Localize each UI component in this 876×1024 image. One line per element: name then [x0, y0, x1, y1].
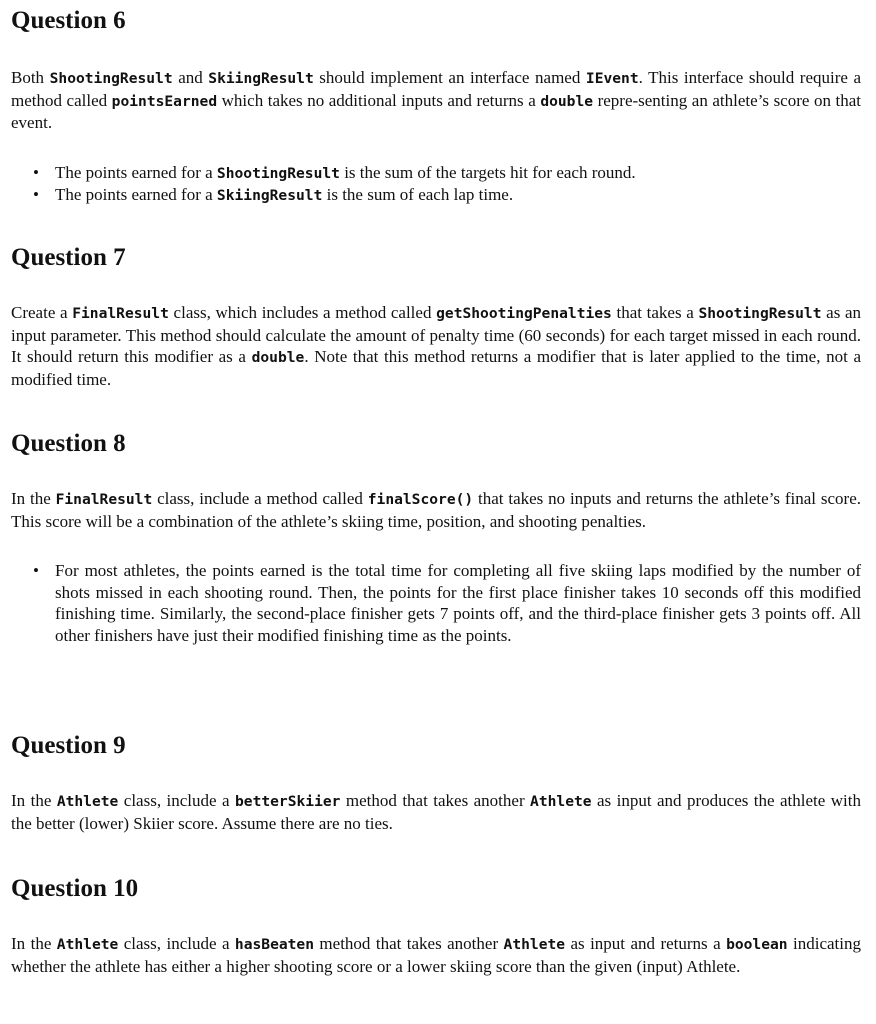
question-9-paragraph: In the Athlete class, include a betterSkiier method that takes another Athlete as input and produces the athlete with the better (lower) Skiier score. Assume there are no ties.	[11, 791, 861, 833]
question-6-bullet-1-text: The points earned for a ShootingResult is the sum of the targets hit for each round.	[55, 162, 636, 182]
question-6-bullet-list	[11, 162, 861, 207]
inline-code: hasBeaten	[234, 936, 314, 953]
inline-code: ShootingResult	[49, 70, 173, 87]
question-6-bullet-1	[11, 162, 861, 185]
question-10-paragraph: In the Athlete class, include a hasBeaten method that takes another Athlete as input and returns a boolean indicating whether the athlete has either a higher shooting score or a lower skiing score than the given (input) Athlete.	[11, 934, 861, 976]
question-6-paragraph: Both ShootingResult and SkiingResult should implement an interface named IEvent. This interface should require a method called pointsEarned which takes no additional inputs and returns a double repre-senting an athlete’s score on that event.	[11, 68, 862, 133]
inline-code: FinalResult	[55, 491, 153, 508]
question-8-bullet-list	[11, 560, 861, 646]
inline-code: double	[251, 349, 305, 367]
question-8-section	[11, 429, 861, 647]
inline-code: boolean	[726, 936, 788, 953]
inline-code: Athlete	[503, 936, 566, 953]
question-6-bullet-2	[11, 184, 861, 207]
inline-code: FinalResult	[72, 305, 169, 322]
inline-code: double	[540, 92, 594, 110]
question-7-section	[11, 243, 861, 390]
question-9-section	[11, 731, 861, 834]
inline-code: betterSkiier	[235, 793, 341, 810]
question-6-section	[11, 6, 861, 207]
question-9-heading: Question 9	[11, 732, 126, 759]
question-10-heading: Question 10	[11, 875, 139, 902]
inline-code: getShootingPenalties	[436, 305, 612, 322]
question-6-bullet-2-text: The points earned for a SkiingResult is the sum of each lap time.	[55, 185, 514, 205]
inline-code: SkiingResult	[216, 187, 323, 205]
inline-code: pointsEarned	[111, 92, 218, 110]
inline-code: Athlete	[56, 793, 119, 810]
inline-code: Athlete	[530, 793, 592, 810]
bullet-icon: •	[33, 561, 39, 581]
inline-code: finalScore()	[367, 491, 474, 508]
question-7-heading: Question 7	[11, 244, 126, 271]
question-8-heading: Question 8	[11, 430, 126, 457]
inline-code: ShootingResult	[698, 305, 822, 322]
question-6-heading: Question 6	[11, 7, 126, 34]
inline-code: SkiingResult	[208, 70, 314, 87]
bullet-icon: •	[33, 162, 39, 182]
inline-code: ShootingResult	[216, 164, 340, 182]
inline-code: IEvent	[585, 70, 639, 87]
question-10-section	[11, 874, 861, 977]
bullet-icon: •	[33, 185, 39, 205]
question-8-bullet-1-text: For most athletes, the points earned is the total time for completing all five skiing laps modified by the number of shots missed in each shooting round. Then, the points for the first place finisher takes 10 seconds off this modified finishing time. Similarly, the second-place finisher gets 7 points off, and the third-place finisher gets 3 points off. All other finishers have just their modified finishing time as the points.	[55, 561, 861, 645]
question-8-paragraph: In the FinalResult class, include a method called finalScore() that takes no inputs and returns the athlete’s final score. This score will be a combination of the athlete’s skiing time, position, and shooting penalties.	[11, 489, 861, 531]
inline-code: Athlete	[56, 936, 119, 953]
question-7-paragraph: Create a FinalResult class, which includes a method called getShootingPenalties that takes a ShootingResult as an input parameter. This method should calculate the amount of penalty time (60 seconds) for each target missed in each round. It should return this modifier as a double. Note that this method returns a modifier that is later applied to the time, not a modified time.	[11, 303, 862, 389]
question-8-bullet-1	[11, 560, 861, 646]
